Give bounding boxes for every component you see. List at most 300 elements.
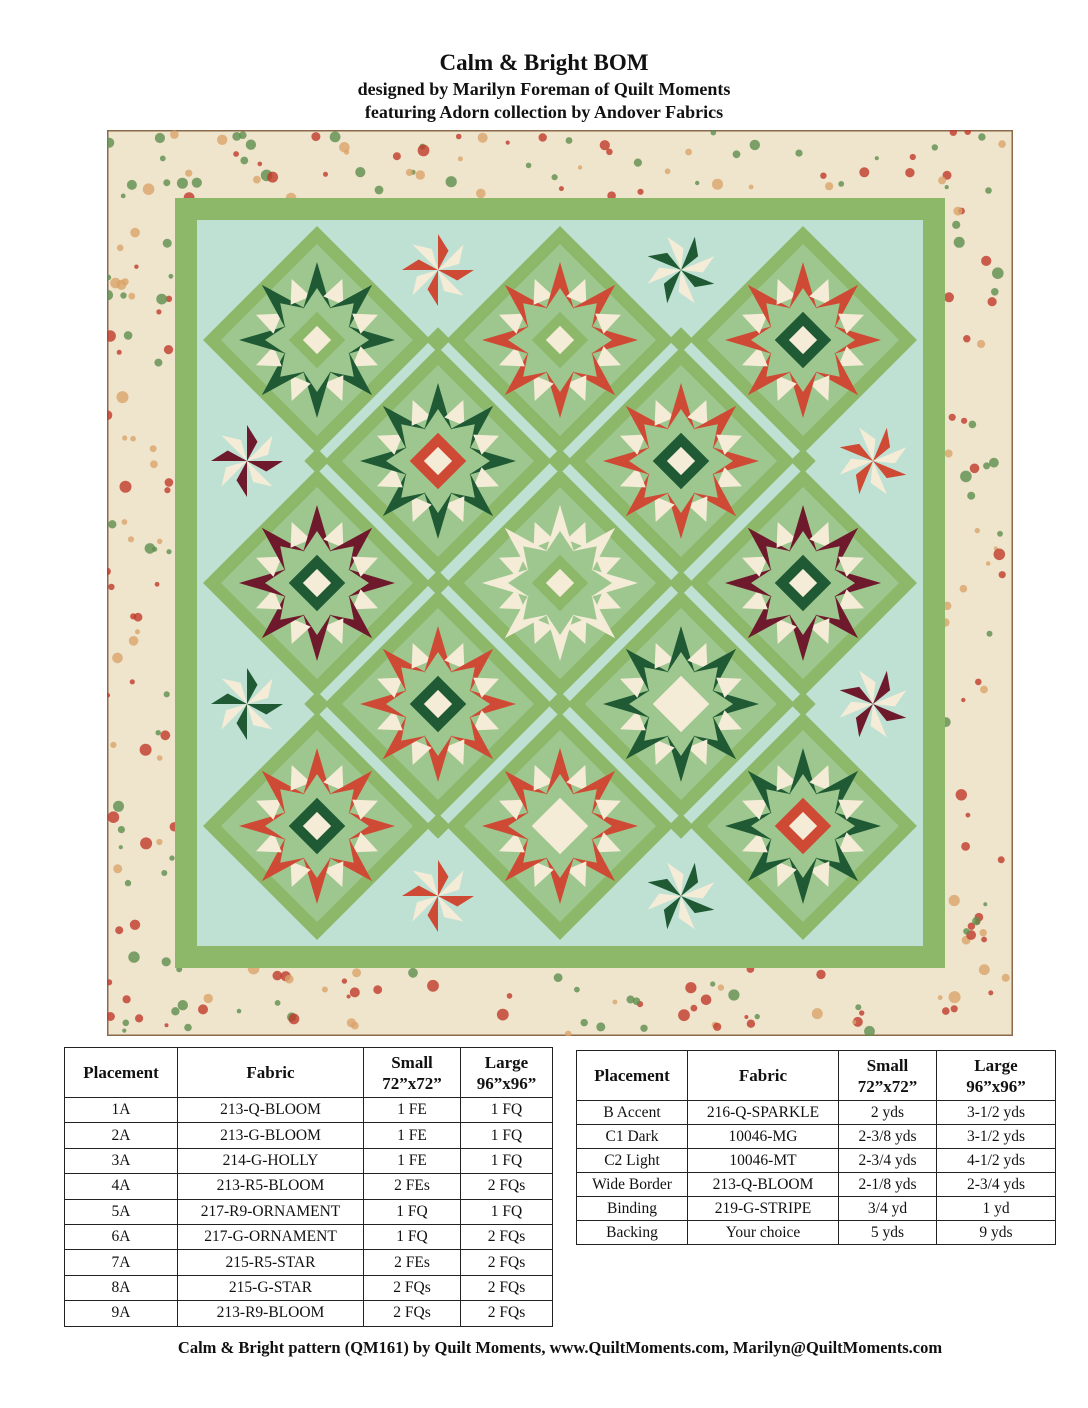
cell-placement: 9A: [65, 1301, 178, 1326]
cell-placement: 6A: [65, 1224, 178, 1249]
cell-fabric: 217-G-ORNAMENT: [178, 1224, 364, 1249]
border-flower: [685, 149, 692, 156]
border-flower: [130, 228, 140, 238]
border-flower: [985, 187, 992, 194]
table-row: [65, 1148, 553, 1173]
border-flower: [977, 340, 985, 348]
border-flower: [164, 691, 170, 697]
border-flower: [476, 189, 486, 199]
border-flower: [987, 631, 993, 637]
border-flower: [140, 744, 152, 756]
border-flower: [637, 189, 643, 195]
cell-large: 2 FQs: [461, 1275, 553, 1300]
border-flower: [816, 970, 825, 979]
border-flower: [852, 1020, 856, 1024]
border-flower: [969, 421, 977, 429]
border-flower: [258, 162, 263, 167]
table-row: [577, 1173, 1056, 1197]
border-flower: [600, 140, 610, 150]
border-flower: [478, 133, 488, 143]
border-flower: [253, 176, 261, 184]
pattern-footer: Calm & Bright pattern (QM161) by Quilt Moments, www.QuiltMoments.com, Marilyn@QuiltMoments.com: [177, 1338, 943, 1357]
border-flower: [184, 1024, 192, 1032]
border-flower: [960, 585, 968, 593]
col-large: [937, 1051, 1056, 1101]
cell-small: 2 FQs: [364, 1301, 461, 1326]
border-flower: [678, 1009, 690, 1021]
border-flower: [161, 870, 167, 876]
border-flower: [701, 995, 712, 1006]
cell-small: 2 FQs: [364, 1275, 461, 1300]
border-flower: [416, 170, 425, 179]
border-flower: [246, 140, 256, 150]
border-flower: [998, 140, 1006, 148]
cell-small: 3/4 yd: [839, 1197, 937, 1221]
border-flower: [952, 221, 960, 229]
border-flower: [113, 801, 124, 812]
border-flower: [127, 180, 137, 190]
border-flower: [162, 957, 171, 966]
border-flower: [285, 975, 294, 984]
border-flower: [156, 309, 161, 314]
border-flower: [910, 154, 916, 160]
border-flower: [980, 929, 987, 936]
cell-placement: Binding: [577, 1197, 688, 1221]
col-small: [364, 1048, 461, 1098]
col-small-label: Small: [391, 1052, 433, 1072]
col-large-size: 96”x96”: [966, 1076, 1026, 1096]
border-flower: [113, 864, 122, 873]
page-title: Calm & Bright BOM: [439, 50, 649, 75]
border-flower: [427, 980, 439, 992]
border-flower: [347, 1018, 356, 1027]
border-flower: [160, 730, 170, 740]
border-flower: [975, 679, 982, 686]
border-flower: [121, 194, 126, 199]
border-flower: [350, 987, 360, 997]
border-flower: [108, 520, 116, 528]
border-flower: [155, 133, 165, 143]
border-flower: [983, 902, 987, 906]
border-flower: [749, 185, 754, 190]
border-flower: [117, 391, 129, 403]
border-flower: [855, 1004, 861, 1010]
col-small-size: 72”x72”: [382, 1073, 442, 1093]
border-flower: [185, 170, 192, 177]
border-flower: [875, 156, 879, 160]
table-header-row: [577, 1051, 1056, 1101]
cell-placement: 2A: [65, 1123, 178, 1148]
border-flower: [177, 178, 188, 189]
cell-fabric: 213-Q-BLOOM: [688, 1173, 839, 1197]
border-flower: [812, 1008, 823, 1019]
col-fabric: Fabric: [178, 1048, 364, 1098]
cell-small: 2-1/8 yds: [839, 1173, 937, 1197]
border-flower: [217, 135, 227, 145]
border-flower: [456, 134, 462, 140]
border-flower: [154, 359, 162, 367]
border-flower: [983, 462, 990, 469]
border-flower: [198, 1004, 208, 1014]
cell-placement: Wide Border: [577, 1173, 688, 1197]
table-header-row: [65, 1048, 553, 1098]
border-flower: [123, 995, 131, 1003]
border-flower: [122, 1029, 126, 1033]
col-large-label: Large: [484, 1052, 529, 1072]
border-flower: [408, 968, 418, 978]
cell-placement: 8A: [65, 1275, 178, 1300]
border-flower: [949, 895, 960, 906]
border-flower: [932, 144, 938, 150]
quilt-illustration: [107, 130, 1013, 1036]
border-flower: [978, 133, 985, 140]
border-flower: [135, 629, 140, 634]
border-flower: [156, 730, 161, 735]
border-flower: [130, 920, 140, 930]
cell-fabric: 213-R5-BLOOM: [178, 1174, 364, 1199]
border-flower: [986, 561, 991, 566]
border-flower: [820, 173, 826, 179]
border-flower: [233, 151, 239, 157]
border-flower: [944, 292, 954, 302]
border-flower: [838, 181, 844, 187]
border-flower: [156, 839, 162, 845]
border-flower: [733, 150, 741, 158]
border-flower: [970, 464, 980, 474]
border-flower: [134, 265, 138, 269]
border-flower: [945, 185, 949, 189]
border-flower: [406, 169, 413, 176]
border-flower: [163, 179, 170, 186]
cell-placement: 4A: [65, 1174, 178, 1199]
border-flower: [128, 951, 139, 962]
border-flower: [992, 267, 1004, 279]
border-flower: [446, 176, 457, 187]
border-flower: [596, 1022, 605, 1031]
cell-placement: 3A: [65, 1148, 178, 1173]
border-flower: [999, 571, 1006, 578]
border-flower: [710, 981, 715, 986]
table-row: [65, 1123, 553, 1148]
collection-line: featuring Adorn collection by Andover Fabrics: [364, 102, 724, 122]
fabric-table-blocks: [64, 1047, 553, 1327]
border-flower: [988, 990, 993, 995]
border-flower: [163, 239, 172, 248]
border-flower: [980, 686, 988, 694]
cell-fabric: 10046-MG: [688, 1125, 839, 1149]
border-flower: [155, 582, 160, 587]
border-flower: [554, 973, 563, 982]
border-flower: [981, 937, 987, 943]
border-flower: [905, 168, 914, 177]
table-row: [577, 1197, 1056, 1221]
border-flower: [130, 679, 135, 684]
border-flower: [951, 1005, 958, 1012]
border-flower: [744, 1015, 748, 1019]
cell-small: 1 FE: [364, 1123, 461, 1148]
cell-small: 2 FEs: [364, 1174, 461, 1199]
cell-small: 1 FQ: [364, 1199, 461, 1224]
border-flower: [143, 183, 155, 195]
border-flower: [991, 288, 999, 296]
border-flower: [150, 460, 158, 468]
col-large-size: 96”x96”: [476, 1073, 537, 1093]
cell-fabric: 213-G-BLOOM: [178, 1123, 364, 1148]
border-flower: [718, 984, 724, 990]
border-flower: [685, 982, 696, 993]
border-flower: [539, 133, 547, 141]
fabric-table-background: [576, 1050, 1056, 1245]
col-small-label: Small: [866, 1055, 909, 1075]
border-flower: [988, 297, 997, 306]
cell-fabric: 217-R9-ORNAMENT: [178, 1199, 364, 1224]
table-row: [577, 1221, 1056, 1245]
cell-placement: B Accent: [577, 1101, 688, 1125]
cell-large: 1 FQ: [461, 1098, 553, 1123]
border-flower: [120, 292, 126, 298]
border-flower: [963, 335, 970, 342]
border-flower: [1002, 974, 1010, 982]
cell-fabric: 214-G-HOLLY: [178, 1148, 364, 1173]
border-flower: [418, 145, 430, 157]
border-flower: [949, 414, 956, 421]
table-row: [65, 1301, 553, 1326]
border-flower: [691, 1005, 698, 1012]
cell-small: 2 FEs: [364, 1250, 461, 1275]
border-flower: [275, 1000, 281, 1006]
cell-placement: Backing: [577, 1221, 688, 1245]
border-flower: [997, 531, 1003, 537]
border-flower: [108, 584, 114, 590]
border-flower: [122, 435, 127, 440]
table-row: [65, 1224, 553, 1249]
border-flower: [507, 993, 513, 999]
cell-large: 2 FQs: [461, 1224, 553, 1249]
border-flower: [640, 1025, 647, 1032]
border-flower: [156, 294, 167, 305]
border-flower: [506, 141, 510, 145]
cell-placement: 1A: [65, 1098, 178, 1123]
cell-small: 1 FE: [364, 1148, 461, 1173]
col-placement: Placement: [577, 1051, 688, 1101]
border-flower: [938, 995, 943, 1000]
border-flower: [166, 549, 171, 554]
border-flower: [125, 880, 131, 886]
border-flower: [323, 172, 328, 177]
cell-large: 9 yds: [937, 1221, 1056, 1245]
border-flower: [578, 165, 582, 169]
border-flower: [953, 207, 962, 216]
border-flower: [755, 1014, 760, 1019]
border-flower: [859, 167, 869, 177]
border-flower: [352, 968, 361, 977]
border-flower: [747, 1020, 755, 1028]
border-flower: [859, 1010, 864, 1015]
border-flower: [160, 156, 166, 162]
border-flower: [169, 274, 174, 279]
cell-small: 1 FE: [364, 1098, 461, 1123]
border-flower: [140, 837, 152, 849]
border-flower: [750, 140, 760, 150]
border-flower: [120, 481, 132, 493]
border-flower: [711, 130, 717, 135]
border-flower: [393, 152, 401, 160]
cell-fabric: Your choice: [688, 1221, 839, 1245]
border-flower: [634, 159, 642, 167]
border-flower: [627, 996, 635, 1004]
table-row: [65, 1199, 553, 1224]
cell-large: 2 FQs: [461, 1250, 553, 1275]
border-flower: [342, 978, 347, 983]
border-flower: [267, 172, 278, 183]
cell-small: 2-3/4 yds: [839, 1149, 937, 1173]
border-flower: [157, 539, 162, 544]
border-flower: [178, 1000, 188, 1010]
border-flower: [728, 989, 739, 1000]
border-flower: [119, 845, 123, 849]
col-placement: Placement: [65, 1048, 178, 1098]
border-flower: [165, 478, 174, 487]
border-flower: [122, 519, 128, 525]
border-flower: [998, 856, 1005, 863]
border-flower: [989, 458, 999, 468]
cell-large: 1 FQ: [461, 1123, 553, 1148]
border-flower: [164, 487, 170, 493]
border-flower: [497, 1009, 509, 1021]
border-flower: [972, 917, 980, 925]
border-flower: [112, 653, 123, 664]
cell-fabric: 215-R5-STAR: [178, 1250, 364, 1275]
border-flower: [117, 245, 124, 252]
border-flower: [966, 813, 971, 818]
border-flower: [339, 142, 350, 153]
border-flower: [164, 345, 173, 354]
border-flower: [526, 163, 532, 169]
table-row: [577, 1125, 1056, 1149]
border-flower: [713, 1023, 721, 1031]
small-star-block: [402, 860, 474, 932]
border-flower: [192, 178, 202, 188]
cell-placement: C1 Dark: [577, 1125, 688, 1149]
border-flower: [122, 278, 129, 285]
border-flower: [581, 1019, 588, 1026]
border-flower: [124, 331, 133, 340]
border-flower: [128, 536, 134, 542]
border-flower: [963, 928, 969, 934]
border-flower: [169, 855, 174, 860]
border-flower: [145, 543, 156, 554]
border-flower: [322, 987, 328, 993]
border-flower: [373, 985, 382, 994]
border-flower: [171, 1007, 179, 1015]
cell-small: 2 yds: [839, 1101, 937, 1125]
border-flower: [110, 742, 116, 748]
border-flower: [355, 167, 365, 177]
designer-line: designed by Marilyn Foreman of Quilt Moments: [357, 79, 731, 99]
border-flower: [712, 179, 723, 190]
cell-large: 2-3/4 yds: [937, 1173, 1056, 1197]
cell-large: 1 FQ: [461, 1148, 553, 1173]
table-row: [577, 1101, 1056, 1125]
border-flower: [825, 182, 833, 190]
border-flower: [961, 698, 965, 702]
border-flower: [954, 237, 965, 248]
table-row: [65, 1275, 553, 1300]
col-large: [461, 1048, 553, 1098]
cell-large: 1 FQ: [461, 1199, 553, 1224]
border-flower: [945, 450, 953, 458]
border-flower: [574, 987, 580, 993]
border-flower: [938, 176, 946, 184]
border-flower: [165, 1023, 169, 1027]
cell-fabric: 213-Q-BLOOM: [178, 1098, 364, 1123]
cell-fabric: 215-G-STAR: [178, 1275, 364, 1300]
border-flower: [118, 826, 125, 833]
border-flower: [665, 168, 671, 174]
border-flower: [204, 994, 213, 1003]
table-row: [65, 1250, 553, 1275]
cell-large: 2 FQs: [461, 1301, 553, 1326]
border-flower: [289, 1014, 300, 1025]
table-row: [65, 1098, 553, 1123]
cell-large: 3-1/2 yds: [937, 1125, 1056, 1149]
border-flower: [134, 613, 143, 622]
border-flower: [559, 186, 564, 191]
border-flower: [108, 811, 120, 823]
border-flower: [942, 1007, 950, 1015]
border-flower: [273, 971, 283, 981]
border-flower: [967, 492, 975, 500]
border-flower: [239, 131, 247, 139]
cell-large: 1 yd: [937, 1197, 1056, 1221]
col-small-size: 72”x72”: [857, 1076, 918, 1096]
border-flower: [975, 528, 980, 533]
cell-small: 1 FQ: [364, 1224, 461, 1249]
border-flower: [240, 157, 248, 165]
col-small: [839, 1051, 937, 1101]
cell-small: 2-3/8 yds: [839, 1125, 937, 1149]
border-flower: [128, 293, 135, 300]
border-flower: [552, 174, 558, 180]
border-flower: [170, 130, 179, 139]
border-flower: [237, 1009, 242, 1014]
border-flower: [115, 926, 123, 934]
border-flower: [960, 471, 972, 483]
border-flower: [110, 278, 121, 289]
border-flower: [613, 1000, 618, 1005]
border-flower: [123, 1020, 130, 1027]
table-row: [65, 1174, 553, 1199]
col-fabric: Fabric: [688, 1051, 839, 1101]
border-flower: [150, 445, 157, 452]
cell-placement: 5A: [65, 1199, 178, 1224]
cell-large: 3-1/2 yds: [937, 1101, 1056, 1125]
border-flower: [130, 436, 136, 442]
border-flower: [695, 181, 699, 185]
border-flower: [347, 995, 351, 999]
cell-large: 2 FQs: [461, 1174, 553, 1199]
border-flower: [135, 1014, 143, 1022]
border-flower: [330, 132, 341, 143]
cell-fabric: 10046-MT: [688, 1149, 839, 1173]
cell-fabric: 216-Q-SPARKLE: [688, 1101, 839, 1125]
cell-small: 5 yds: [839, 1221, 937, 1245]
col-large-label: Large: [974, 1055, 1018, 1075]
border-flower: [949, 991, 961, 1003]
cell-placement: 7A: [65, 1250, 178, 1275]
border-flower: [458, 156, 463, 161]
border-flower: [375, 186, 384, 195]
